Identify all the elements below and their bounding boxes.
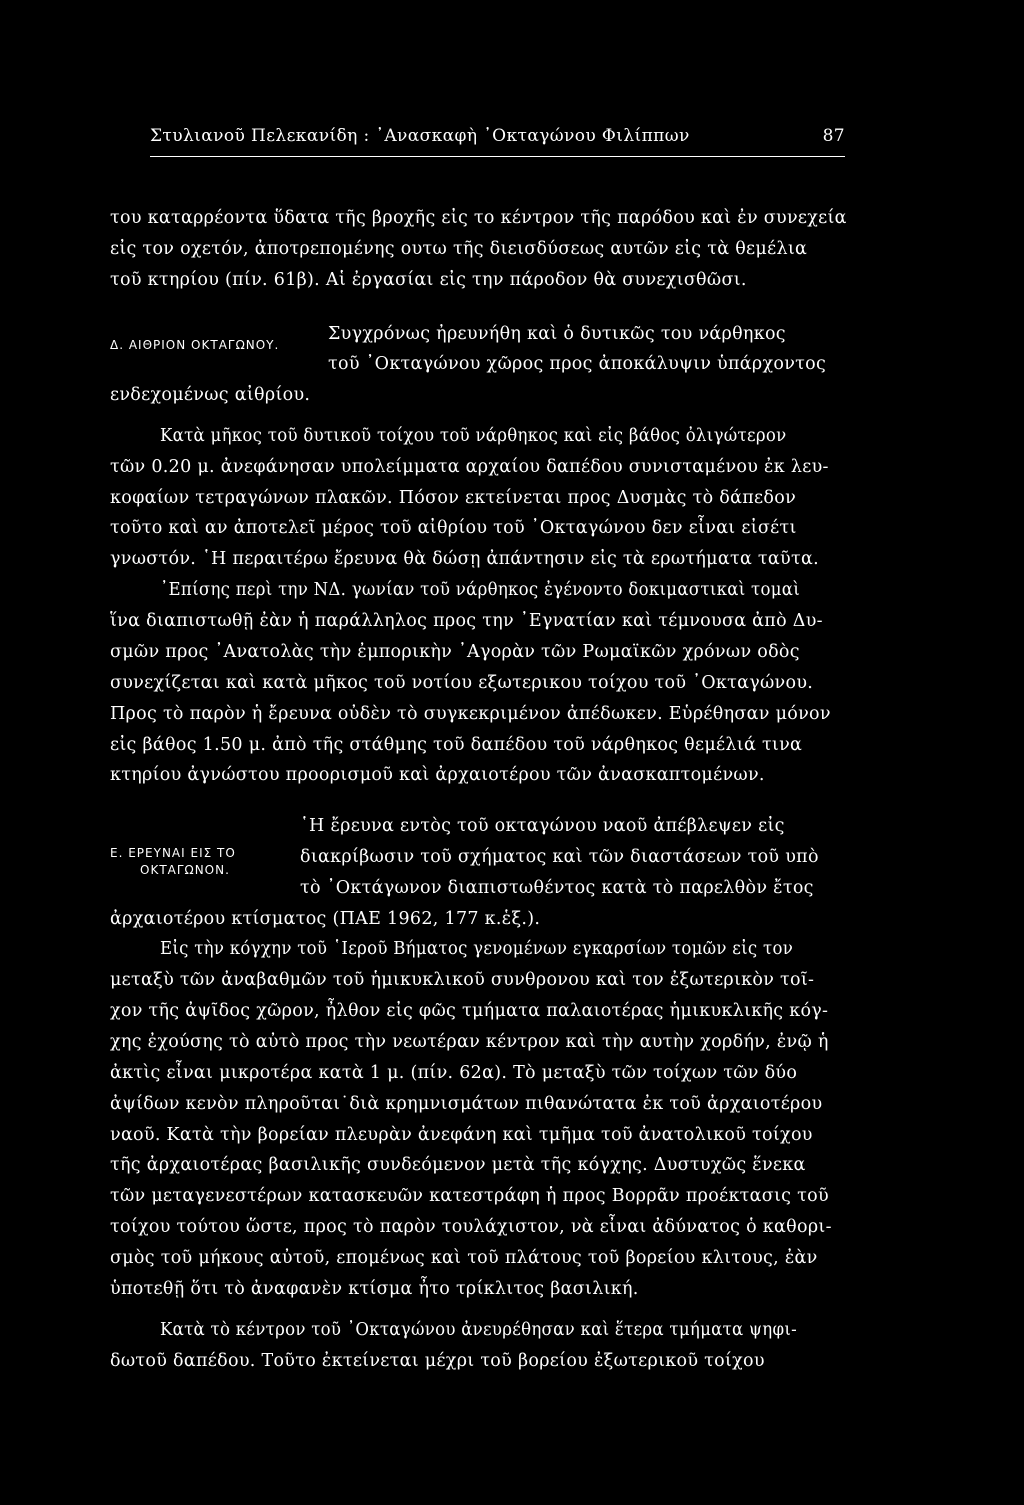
text-line: ναοῦ. Κατὰ τὴν βορείαν πλευρὰν ἀνεφάνη καὶ τμῆμα τοῦ ἀνατολικοῦ τοίχου (110, 1125, 813, 1145)
text-line: Συγχρόνως ἠρευνήθη καὶ ὁ δυτικῶς του νάρθηκος (328, 324, 786, 344)
text-line: ῾Η ἔρευνα εντὸς τοῦ οκταγώνου ναοῦ ἀπέβλεψεν εἰς (300, 816, 785, 836)
text-line: γνωστόν. ῾Η περαιτέρω ἔρευνα θὰ δώσῃ ἀπάντησιν εἰς τὰ ερωτήματα ταῦτα. (110, 549, 819, 569)
header-rule (150, 156, 845, 157)
section-heading-e: Ε. ΕΡΕΥΝΑΙ ΕΙΣ ΤΟ (110, 846, 236, 860)
text-line: του καταρρέοντα ὕδατα τῆς βροχῆς εἰς το κέντρον τῆς παρόδου καὶ ἐν συνεχεία (110, 208, 847, 228)
text-line: Προς τὸ παρὸν ἡ ἔρευνα οὐδὲν τὸ συγκεκριμένον ἀπέδωκεν. Εὑρέθησαν μόνον (110, 704, 831, 724)
text-line: συνεχίζεται καὶ κατὰ μῆκος τοῦ νοτίου εξωτερικου τοίχου τοῦ ᾿Οκταγώνου. (110, 673, 814, 693)
text-line: ἵνα διαπιστωθῇ ἐὰν ἡ παράλληλος προς την ᾿Εγνατίαν καὶ τέμνουσα ἀπὸ Δυ- (110, 611, 823, 631)
section-heading-d: Δ. ΑΙΘΡΙΟΝ ΟΚΤΑΓΩΝΟΥ. (110, 338, 280, 352)
text-line: δωτοῦ δαπέδου. Τοῦτο ἐκτείνεται μέχρι τοῦ βορείου ἐξωτερικοῦ τοίχου (110, 1351, 765, 1371)
running-header (150, 126, 845, 156)
text-line: ἀρχαιοτέρου κτίσματος (ΠΑΕ 1962, 177 κ.ἑξ.). (110, 909, 541, 929)
text-line: Κατὰ τὸ κέντρον τοῦ ᾿Οκταγώνου ἀνευρέθησαν καὶ ἕτερα τμήματα ψηφι- (160, 1320, 798, 1340)
text-line: εἰς τον οχετόν, ἀποτρεπομένης ουτω τῆς διεισδύσεως αυτῶν εἰς τὰ θεμέλια (110, 239, 808, 259)
text-line: τῆς ἀρχαιοτέρας βασιλικῆς συνδεόμενον μετὰ τῆς κόγχης. Δυστυχῶς ἕνεκα (110, 1155, 806, 1175)
text-line: διακρίβωσιν τοῦ σχήματος καὶ τῶν διαστάσεων τοῦ υπὸ (300, 847, 819, 867)
text-line: τοῦ κτηρίου (πίν. 61β). Αἱ ἐργασίαι εἰς την πάροδον θὰ συνεχισθῶσι. (110, 270, 747, 290)
text-line: τοίχου τούτου ὥστε, προς τὸ παρὸν τουλάχιστον, νὰ εἶναι ἀδύνατος ὁ καθορι- (110, 1217, 832, 1237)
text-line: ᾿Επίσης περὶ την ΝΔ. γωνίαν τοῦ νάρθηκος ἐγένοντο δοκιμαστικαὶ τομαὶ (160, 580, 800, 600)
text-line: μεταξὺ τῶν ἀναβαθμῶν τοῦ ἡμικυκλικοῦ συνθρονου καὶ τον ἐξωτερικὸν τοῖ- (110, 970, 815, 990)
text-line: ἀκτὶς εἶναι μικροτέρα κατὰ 1 μ. (πίν. 62α). Τὸ μεταξὺ τῶν τοίχων τῶν δύο (110, 1063, 798, 1083)
text-line: σμῶν προς ᾿Ανατολὰς τὴν ἐμπορικὴν ᾿Αγορὰν τῶν Ρωμαϊκῶν χρόνων οδὸς (110, 642, 800, 662)
text-line: χης ἐχούσης τὸ αὐτὸ προς τὴν νεωτέραν κέντρον καὶ τὴν αυτὴν χορδήν, ἐνῷ ἡ (110, 1032, 829, 1052)
text-line: Εἰς τὴν κόγχην τοῦ ῾Ιεροῦ Βήματος γενομένων εγκαρσίων τομῶν εἰς τον (160, 939, 794, 959)
text-line: τοῦ ᾿Οκταγώνου χῶρος προς ἀποκάλυψιν ὑπάρχοντος (328, 354, 827, 374)
section-heading-e-cont: ΟΚΤΑΓΩΝΟΝ. (140, 863, 230, 877)
text-line: σμὸς τοῦ μήκους αὐτοῦ, επομένως καὶ τοῦ πλάτους τοῦ βορείου κλιτους, ἐὰν (110, 1248, 818, 1268)
running-title: Στυλιανοῦ Πελεκανίδη : ᾿Ανασκαφὴ ᾿Οκταγώνου Φιλίππων (150, 126, 690, 146)
text-line: τὸ ᾿Οκτάγωνον διαπιστωθέντος κατὰ τὸ παρελθὸν ἔτος (300, 878, 814, 898)
text-line: χον τῆς ἀψῖδος χῶρον, ἦλθον εἰς φῶς τμήματα παλαιοτέρας ἡμικυκλικῆς κόγ- (110, 1001, 829, 1021)
text-line: Κατὰ μῆκος τοῦ δυτικοῦ τοίχου τοῦ νάρθηκος καὶ εἰς βάθος ὀλιγώτερον (160, 426, 787, 446)
text-line: τῶν 0.20 μ. ἀνεφάνησαν υπολείμματα αρχαίου δαπέδου συνισταμένου ἐκ λευ- (110, 457, 829, 477)
text-line: κτηρίου ἀγνώστου προορισμοῦ καὶ ἀρχαιοτέρου τῶν ἀνασκαπτομένων. (110, 765, 765, 785)
text-line: ενδεχομένως αἰθρίου. (110, 385, 311, 405)
text-line: εἰς βάθος 1.50 μ. ἀπὸ τῆς στάθμης τοῦ δαπέδου τοῦ νάρθηκος θεμέλιά τινα (110, 735, 803, 755)
text-line: τοῦτο καὶ αν ἀποτελεῖ μέρος τοῦ αἰθρίου τοῦ ᾿Οκταγώνου δεν εἶναι εἰσέτι (110, 518, 797, 538)
text-line: κοφαίων τετραγώνων πλακῶν. Πόσον εκτείνεται προς Δυσμὰς τὸ δάπεδον (110, 488, 797, 508)
page-number: 87 (822, 126, 845, 146)
text-line: ἀψίδων κενὸν πληροῦται˙διὰ κρημνισμάτων πιθανώτατα ἐκ τοῦ ἀρχαιοτέρου (110, 1094, 823, 1114)
text-line: τῶν μεταγενεστέρων κατασκευῶν κατεστράφη ἡ προς Βορρᾶν προέκτασις τοῦ (110, 1186, 829, 1206)
text-line: ὑποτεθῇ ὅτι τὸ ἀναφανὲν κτίσμα ἦτο τρίκλιτος βασιλική. (110, 1279, 639, 1299)
